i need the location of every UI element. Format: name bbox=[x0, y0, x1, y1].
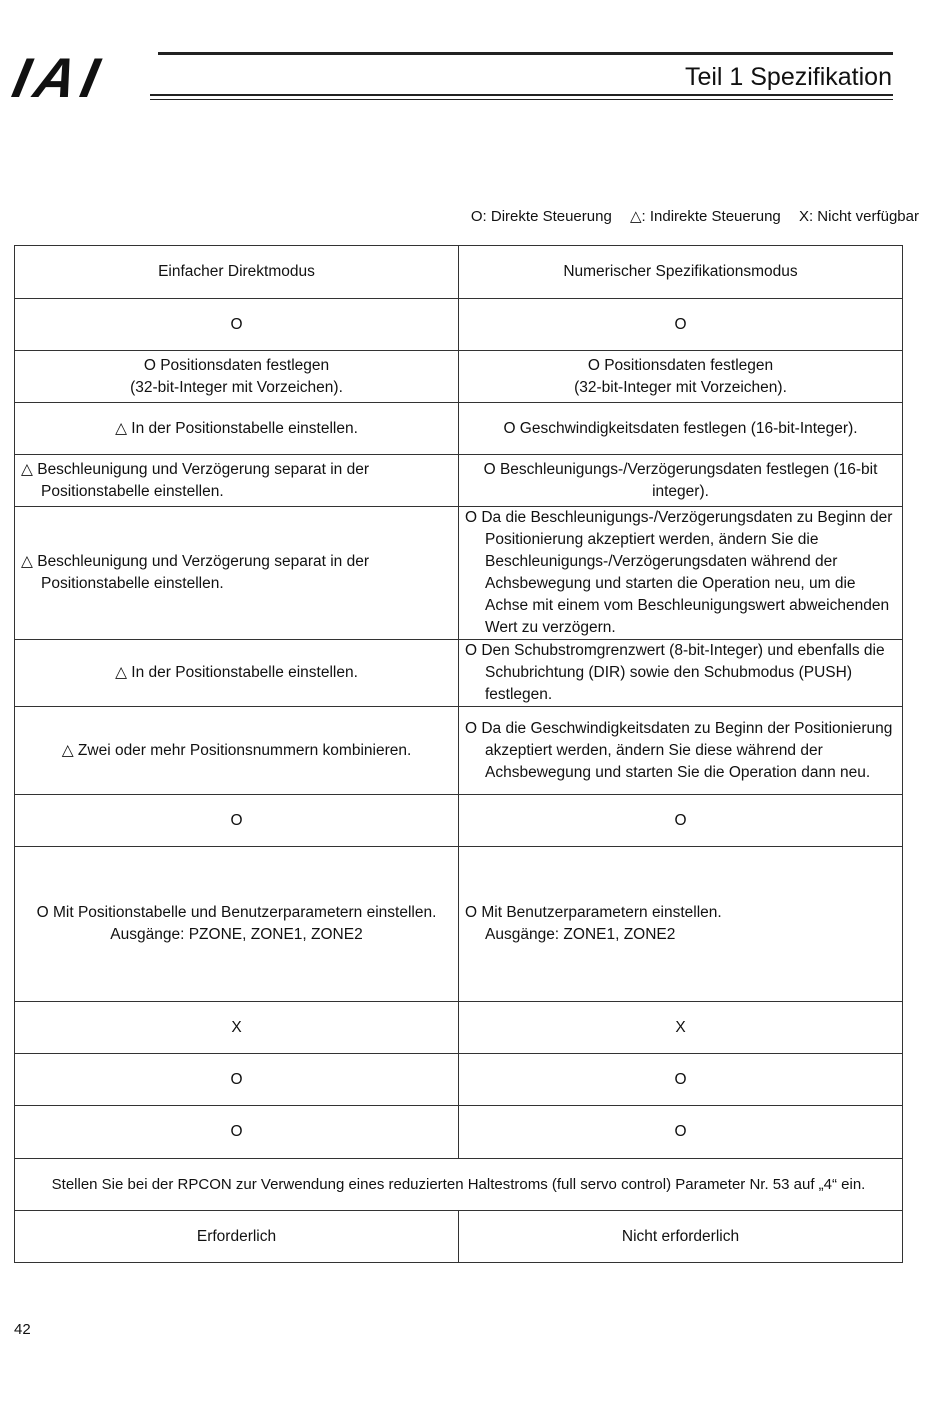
header-rule-bottom bbox=[150, 94, 893, 96]
cell-text: △ Beschleunigung und Verzögerung separat in der Positionstabelle einstellen. bbox=[21, 553, 369, 592]
legend-direct: O: Direkte Steuerung bbox=[470, 208, 612, 225]
table-row bbox=[15, 1159, 903, 1211]
table-cell bbox=[459, 507, 903, 640]
table-row bbox=[15, 455, 903, 507]
mode-comparison-table bbox=[14, 245, 903, 1263]
table-row bbox=[15, 1106, 903, 1159]
header-rule-top bbox=[158, 52, 893, 55]
table-row bbox=[15, 1211, 903, 1263]
table-cell: △ Zwei oder mehr Positionsnummern kombinieren. bbox=[15, 707, 459, 795]
table-row bbox=[15, 1054, 903, 1106]
table-cell: X bbox=[459, 1002, 903, 1054]
column-header-numerical: Numerischer Spezifikationsmodus bbox=[459, 246, 903, 299]
table-cell: O Positionsdaten festlegen (32-bit-Integer mit Vorzeichen). bbox=[15, 351, 459, 403]
table-cell: △ In der Positionstabelle einstellen. bbox=[15, 640, 459, 707]
table-cell: O bbox=[459, 1106, 903, 1159]
table-row bbox=[15, 1002, 903, 1054]
table-cell: O Beschleunigungs-/Verzögerungsdaten festlegen (16-bit integer). bbox=[459, 455, 903, 507]
table-row bbox=[15, 246, 903, 299]
table-row bbox=[15, 403, 903, 455]
table-cell: O bbox=[459, 1054, 903, 1106]
table-cell bbox=[459, 847, 903, 1002]
table-cell: Nicht erforderlich bbox=[459, 1211, 903, 1263]
cell-text: △ Beschleunigung und Verzögerung separat in der Positionstabelle einstellen. bbox=[21, 460, 369, 500]
symbol-legend bbox=[471, 207, 919, 227]
table-cell: O Geschwindigkeitsdaten festlegen (16-bit-Integer). bbox=[459, 403, 903, 455]
legend-indirect: △: Indirekte Steuerung bbox=[629, 208, 781, 225]
table-cell: O bbox=[459, 299, 903, 351]
table-row bbox=[15, 507, 903, 640]
legend-unavailable: X: Nicht verfügbar bbox=[798, 208, 919, 225]
table-cell bbox=[15, 455, 459, 507]
table-cell-merged: Stellen Sie bei der RPCON zur Verwendung eines reduzierten Haltestroms (full servo control) Parameter Nr. 53 auf „4“ ein. bbox=[15, 1159, 903, 1211]
table-cell bbox=[15, 507, 459, 640]
table-cell bbox=[459, 640, 903, 707]
cell-text: O Den Schubstromgrenzwert (8-bit-Integer) und ebenfalls die Schubrichtung (DIR) sowie den Schubmodus (PUSH) festlegen. bbox=[465, 642, 885, 703]
table-row bbox=[15, 640, 903, 707]
table-row bbox=[15, 847, 903, 1002]
cell-text: O Da die Geschwindigkeitsdaten zu Beginn der Positionierung akzeptiert werden, ändern Sie diese während der Achsbewegung und starten Sie die Operation dann neu. bbox=[465, 719, 893, 781]
table-row bbox=[15, 351, 903, 403]
cell-text: O Mit Benutzerparametern einstellen. Ausgänge: ZONE1, ZONE2 bbox=[465, 904, 722, 943]
table-cell: O Mit Positionstabelle und Benutzerparametern einstellen. Ausgänge: PZONE, ZONE1, ZONE2 bbox=[15, 847, 459, 1002]
iai-logo: IAI bbox=[7, 46, 111, 109]
table-cell: O bbox=[15, 1054, 459, 1106]
page-number: 42 bbox=[14, 1321, 31, 1338]
column-header-simple-direct: Einfacher Direktmodus bbox=[15, 246, 459, 299]
table-cell: O bbox=[15, 1106, 459, 1159]
table-cell: O bbox=[15, 795, 459, 847]
page-title: Teil 1 Spezifikation bbox=[684, 63, 892, 91]
table-row bbox=[15, 707, 903, 795]
table-cell: △ In der Positionstabelle einstellen. bbox=[15, 403, 459, 455]
table-cell bbox=[459, 707, 903, 795]
table-cell: X bbox=[15, 1002, 459, 1054]
cell-text: O Da die Beschleunigungs-/Verzögerungsdaten zu Beginn der Positionierung akzeptiert werden, ändern Sie die Beschleunigungs-/Verzögerungsdaten während der Achsbewegung und starten die Operation neu, um die Achse mit einem vom Beschleunigungswert abweichenden Wert zu verzögern. bbox=[465, 509, 893, 636]
table-row bbox=[15, 299, 903, 351]
table-cell: O Positionsdaten festlegen (32-bit-Integer mit Vorzeichen). bbox=[459, 351, 903, 403]
table-cell: Erforderlich bbox=[15, 1211, 459, 1263]
table-cell: O bbox=[459, 795, 903, 847]
table-cell: O bbox=[15, 299, 459, 351]
header-rule-bottom-thin bbox=[150, 99, 893, 100]
table-row bbox=[15, 795, 903, 847]
